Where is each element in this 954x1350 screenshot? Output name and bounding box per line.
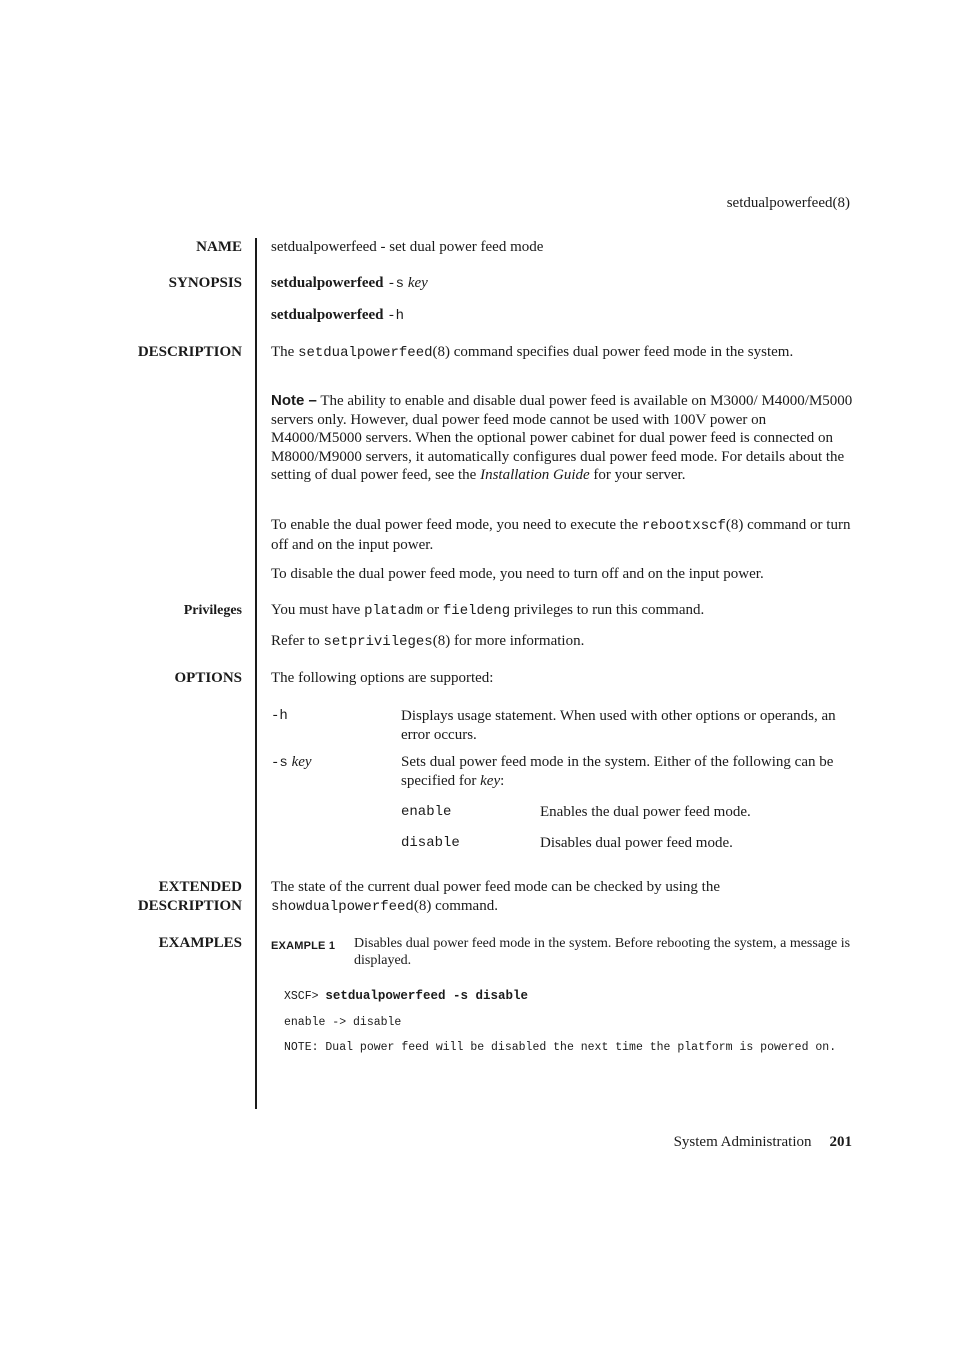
option-s-flag bbox=[271, 753, 312, 773]
synopsis-line-1 bbox=[271, 274, 853, 294]
inline-command: rebootxscf bbox=[641, 518, 726, 534]
operand-enable: enable bbox=[401, 804, 452, 820]
page-footer bbox=[674, 1133, 852, 1152]
operand-enable-description: Enables the dual power feed mode. bbox=[540, 804, 751, 820]
text-run: The state of the current dual power feed mode can be checked by using the bbox=[271, 879, 720, 895]
code-output-1: enable -> disable bbox=[284, 1016, 402, 1029]
option-h-flag: -h bbox=[271, 708, 288, 724]
text-run: The bbox=[271, 344, 299, 360]
description-paragraph-3: To disable the dual power feed mode, you need to turn off and on the input power. bbox=[271, 566, 764, 582]
inline-command: showdualpowerfeed bbox=[271, 898, 414, 915]
shell-prompt: XSCF> bbox=[284, 990, 326, 1003]
synopsis-arg-key: key bbox=[407, 275, 428, 291]
privilege-fieldeng: fieldeng bbox=[442, 603, 511, 619]
text-run: (8) for more information. bbox=[432, 633, 585, 649]
text-run: To enable the dual power feed mode, you need to execute the bbox=[271, 517, 642, 533]
privileges-paragraph-1 bbox=[271, 601, 853, 621]
synopsis-flag-s: -s bbox=[387, 276, 405, 292]
text-run: (8) command. bbox=[413, 897, 498, 914]
section-label-synopsis: SYNOPSIS bbox=[168, 275, 242, 291]
synopsis-line-2 bbox=[271, 306, 853, 326]
text-run: for your server. bbox=[589, 467, 686, 483]
option-s-description bbox=[401, 753, 853, 790]
synopsis-flag-h: -h bbox=[387, 308, 405, 324]
label-line: DESCRIPTION bbox=[137, 898, 242, 914]
extended-description-text bbox=[271, 878, 853, 916]
options-intro: The following options are supported: bbox=[271, 670, 494, 686]
text-run: or bbox=[422, 602, 443, 618]
guide-title: Installation Guide bbox=[480, 467, 590, 483]
code-command-line bbox=[284, 989, 854, 1004]
section-label-name: NAME bbox=[196, 239, 242, 255]
flag-arg: key bbox=[291, 754, 312, 770]
synopsis-command: setdualpowerfeed bbox=[271, 307, 384, 323]
section-label-options: OPTIONS bbox=[174, 670, 242, 686]
option-h-description: Displays usage statement. When used with other options or operands, an error occurs. bbox=[401, 708, 836, 743]
arg-key: key bbox=[480, 772, 501, 789]
text-run: Sets dual power feed mode in the system. Either of the following can be specified for bbox=[401, 754, 834, 789]
book-title: System Administration bbox=[673, 1134, 812, 1150]
section-label-description: DESCRIPTION bbox=[137, 344, 242, 360]
flag-text: -s bbox=[271, 755, 288, 771]
synopsis-command: setdualpowerfeed bbox=[271, 275, 384, 291]
label-line: EXTENDED bbox=[158, 879, 242, 895]
text-run: privileges to run this command. bbox=[510, 602, 705, 618]
inline-command: setprivileges bbox=[323, 634, 433, 650]
section-label-extended-description bbox=[0, 878, 242, 916]
text-run: (8) command specifies dual power feed mode in the system. bbox=[432, 344, 794, 360]
example-tag: EXAMPLE 1 bbox=[271, 940, 336, 952]
operand-disable-description: Disables dual power feed mode. bbox=[540, 835, 733, 851]
text-run: You must have bbox=[271, 602, 365, 618]
name-text: setdualpowerfeed - set dual power feed mode bbox=[271, 239, 544, 255]
text-run: : bbox=[500, 772, 505, 789]
operand-disable: disable bbox=[401, 835, 460, 851]
page-number: 201 bbox=[829, 1134, 852, 1150]
running-header: setdualpowerfeed(8) bbox=[726, 195, 850, 211]
text-run: (8) command or turn off and on the input power. bbox=[271, 517, 851, 553]
description-paragraph-2 bbox=[271, 516, 853, 554]
privileges-paragraph-2 bbox=[271, 632, 853, 652]
section-divider-rule bbox=[255, 238, 257, 1109]
note-label: Note – bbox=[271, 392, 317, 409]
text-run: Refer to bbox=[271, 633, 324, 649]
shell-command: setdualpowerfeed -s disable bbox=[325, 989, 528, 1003]
inline-command: setdualpowerfeed bbox=[298, 345, 433, 361]
privilege-platadm: platadm bbox=[364, 603, 423, 619]
code-output-2: NOTE: Dual power feed will be disabled the next time the platform is powered on. bbox=[284, 1041, 837, 1054]
section-label-privileges: Privileges bbox=[183, 603, 242, 618]
description-note bbox=[271, 392, 853, 485]
example-description: Disables dual power feed mode in the system. Before rebooting the system, a message is displayed. bbox=[354, 936, 851, 968]
description-paragraph-1 bbox=[271, 343, 853, 363]
text-run: The ability to enable and disable dual power feed is available on M3000/ M4000/M5000 servers only. However, dual power feed mode cannot be used with 100V power on M4000/M5000 servers. When the optional power cabinet for dual power feed is connected on M8000/M9000 servers, it automatically configures dual power feed mode. For details about the setting of dual power feed, see the bbox=[271, 393, 853, 483]
section-label-examples: EXAMPLES bbox=[158, 935, 242, 951]
